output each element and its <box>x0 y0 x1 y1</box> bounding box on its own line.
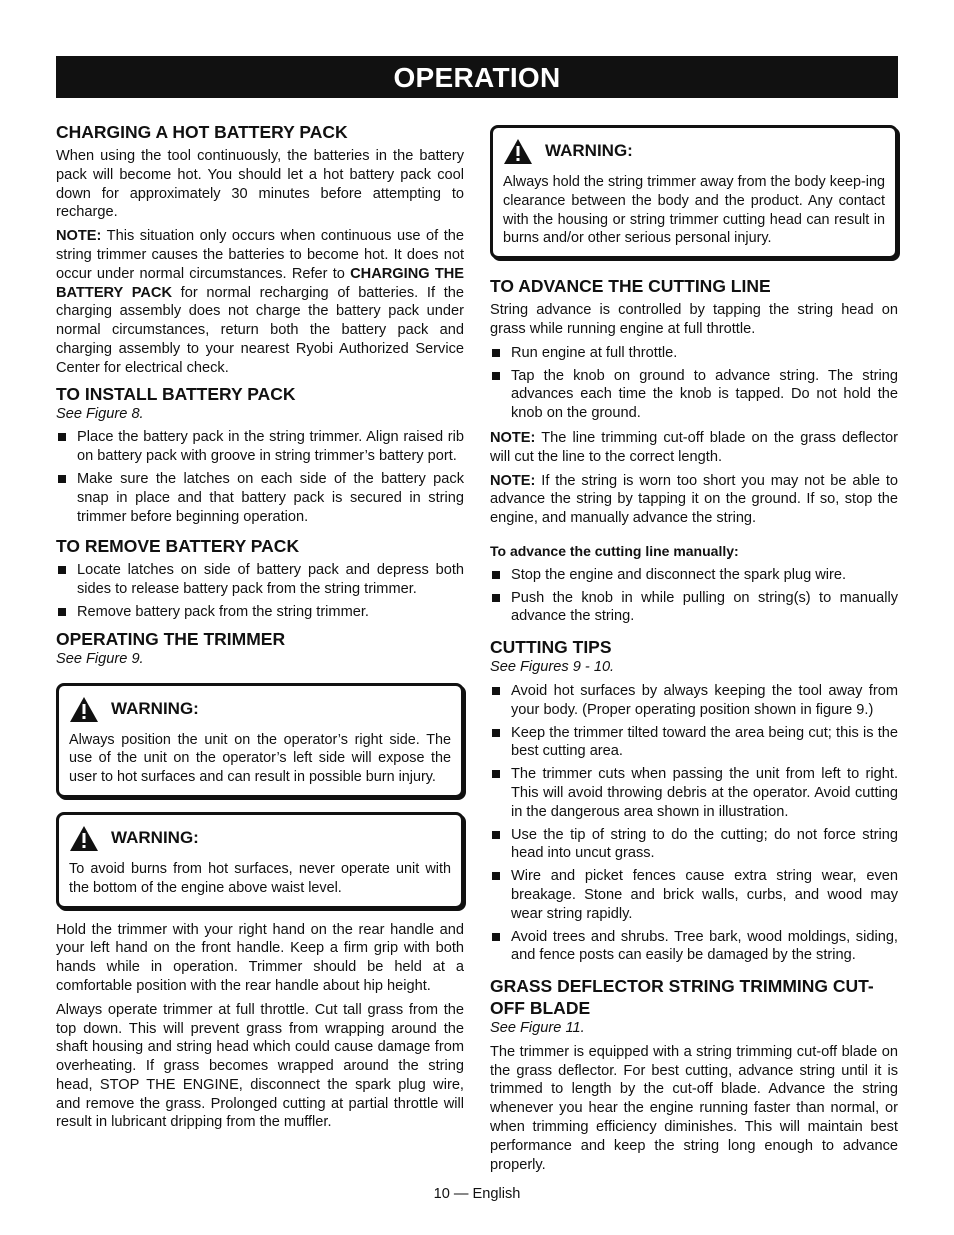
warning-title: WARNING: <box>545 141 633 161</box>
list-item: Use the tip of string to do the cutting; do not force string head into uncut grass. <box>490 826 898 864</box>
hold-paragraph: Hold the trimmer with your right hand on the rear handle and your left hand on the front handle. Keep a firm grip with both hands while in operation. Trimmer should be held at a comfortable position with the rear handle about hip height. <box>56 921 464 994</box>
warning-title: WARNING: <box>111 698 199 718</box>
note-text-a: This situation only occurs when continuous use of the string trimmer causes the batteries to become hot. It does not occur under normal circumstances. Refer to <box>56 228 464 282</box>
list-item: Wire and picket fences cause extra string wear, even breakage. Stone and brick walls, curbs, and wood may wear string rapidly. <box>490 867 898 923</box>
list-item: The trimmer cuts when passing the unit from left to right. This will avoid throwing debris at the operator. Avoid cutting in the dangerous area shown in illustration. <box>490 765 898 821</box>
operating-see-figure: See Figure 9. <box>56 650 144 667</box>
remove-list <box>56 561 464 621</box>
left-column <box>56 121 464 1137</box>
manual-advance-subheading: To advance the cutting line manually: <box>490 542 739 559</box>
bullet-icon <box>492 729 500 737</box>
charging-paragraph: When using the tool continuously, the batteries in the battery pack will become hot. You should let a hot battery pack cool down for approximately 30 minutes before attempting to recharge. <box>56 148 464 221</box>
bullet-icon <box>492 872 500 880</box>
list-item: Remove battery pack from the string trimmer. <box>56 603 464 622</box>
operating-heading: OPERATING THE TRIMMER <box>56 628 286 649</box>
install-heading: TO INSTALL BATTERY PACK <box>56 383 296 404</box>
advance-heading: TO ADVANCE THE CUTTING LINE <box>490 276 771 297</box>
list-item: Run engine at full throttle. <box>490 344 898 363</box>
warning-header <box>69 696 451 723</box>
note-text-b: for normal recharging of batteries. If the charging assembly does not charge the battery pack under normal circumstances, return both the battery pack and charging assembly to your nearest Ryobi Authorized Service Center for electrical check. <box>56 284 464 376</box>
note-bold-ref: CHARGING THE BATTERY PACK <box>56 265 465 301</box>
warning-header <box>69 825 451 852</box>
advance-list <box>490 344 898 423</box>
list-item: Make sure the latches on each side of the battery pack snap in place and that battery pack is secured in string trimmer before beginning operation. <box>56 470 464 526</box>
warning-text: Always position the unit on the operator’s right side. The use of the unit on the operator’s left side will expose the user to hot surfaces and can result in possible burn injury. <box>69 731 451 786</box>
list-item: Place the battery pack in the string trimmer. Align raised rib on battery pack with groove in string trimmer’s battery port. <box>56 428 464 466</box>
bullet-icon <box>492 349 500 357</box>
bullet-icon <box>492 372 500 380</box>
list-item: Keep the trimmer tilted toward the area being cut; this is the best cutting area. <box>490 724 898 762</box>
cutting-tips-heading: CUTTING TIPS <box>490 637 612 658</box>
warning-box <box>490 125 898 259</box>
warning-box <box>56 683 464 798</box>
list-item: Tap the knob on ground to advance string. The string advances each time the knob is tapped. Do not hold the knob on the ground. <box>490 367 898 423</box>
remove-heading: TO REMOVE BATTERY PACK <box>56 536 300 557</box>
page-title: OPERATION <box>56 56 898 98</box>
tips-list <box>490 682 898 965</box>
page-footer: 10 — English <box>433 1186 521 1202</box>
bullet-icon <box>492 770 500 778</box>
right-column <box>490 125 898 1179</box>
throttle-paragraph: Always operate trimmer at full throttle. Cut tall grass from the top down. This will prevent grass from wrapping around the shaft housing and string head which could cause damage from overheating. If grass becomes wrapped around the string head, STOP THE ENGINE, disconnect the spark plug wire, and remove the grass. Prolonged cutting at partial throttle will result in lubricant dripping from the muffler. <box>56 1001 464 1131</box>
bullet-icon <box>492 933 500 941</box>
charging-note <box>56 227 464 377</box>
list-item: Avoid trees and shrubs. Tree bark, wood moldings, siding, and fence posts can easily be damaged by the string. <box>490 928 898 966</box>
advance-note-2: NOTE: If the string is worn too short you may not be able to advance the string by tapping it on the ground. If so, stop the engine, and manually advance the string. <box>490 472 898 527</box>
install-list <box>56 428 464 526</box>
warning-triangle-icon <box>503 138 533 165</box>
warning-title: WARNING: <box>111 828 199 848</box>
bullet-icon <box>58 433 66 441</box>
bullet-icon <box>492 687 500 695</box>
install-see-figure: See Figure 8. <box>56 405 144 422</box>
warning-text: Always hold the string trimmer away from the body keep-ing clearance between the body and the product. Any contact with the housing or string trimmer cutting head can result in burns and/or other serious personal injury. <box>503 174 885 247</box>
warning-triangle-icon <box>69 825 99 852</box>
manual-advance-list <box>490 566 898 626</box>
bullet-icon <box>58 566 66 574</box>
list-item: Stop the engine and disconnect the spark plug wire. <box>490 566 898 585</box>
bullet-icon <box>58 475 66 483</box>
warning-box <box>56 812 464 909</box>
list-item: Push the knob in while pulling on string(s) to manually advance the string. <box>490 589 898 627</box>
bullet-icon <box>58 608 66 616</box>
deflector-paragraph: The trimmer is equipped with a string trimming cut-off blade on the grass deflector. For best cutting, advance string until it is trimmed to length by the cut-off blade. Advance the string whenever you hear the engine running faster than normal, or when trimming efficiency diminishes. This will maintain best performance and keep the string long enough to advance properly. <box>490 1043 898 1173</box>
note-label: NOTE: <box>490 429 536 446</box>
deflector-see-figure: See Figure 11. <box>490 1020 585 1037</box>
bullet-icon <box>492 831 500 839</box>
warning-triangle-icon <box>69 696 99 723</box>
list-item: Locate latches on side of battery pack and depress both sides to release battery pack from the string trimmer. <box>56 561 464 599</box>
bullet-icon <box>492 571 500 579</box>
tips-see-figure: See Figures 9 - 10. <box>490 659 615 676</box>
note-label: NOTE: <box>56 228 102 245</box>
charging-heading: CHARGING A HOT BATTERY PACK <box>56 122 348 142</box>
advance-paragraph: String advance is controlled by tapping the string head on grass while running engine at full throttle. <box>490 302 898 337</box>
deflector-heading: GRASS DEFLECTOR STRING TRIMMING CUT-OFF BLADE <box>490 976 874 1019</box>
bullet-icon <box>492 594 500 602</box>
advance-note-1: NOTE: The line trimming cut-off blade on the grass deflector will cut the line to the correct length. <box>490 429 898 465</box>
warning-header <box>503 138 885 165</box>
list-item: Avoid hot surfaces by always keeping the tool away from your body. (Proper operating position shown in figure 9.) <box>490 682 898 720</box>
note-label: NOTE: <box>490 472 536 489</box>
warning-text: To avoid burns from hot surfaces, never operate unit with the bottom of the engine above waist level. <box>69 860 451 896</box>
